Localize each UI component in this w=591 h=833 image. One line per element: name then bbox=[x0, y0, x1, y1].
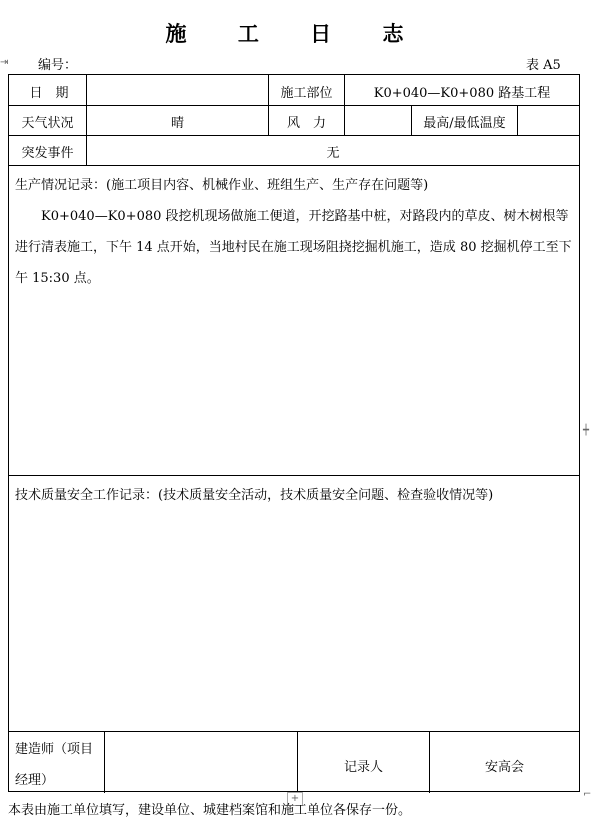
form-number: 表 A5 bbox=[526, 58, 561, 73]
wind-label: 风 力 bbox=[286, 116, 326, 131]
margin-cross-icon: ┿ bbox=[583, 425, 590, 436]
margin-corner-icon: ⌐ bbox=[583, 789, 591, 800]
margin-arrow-icon: ⇥ bbox=[0, 57, 9, 68]
date-label: 日 期 bbox=[29, 86, 69, 101]
number-label: 编号： bbox=[38, 58, 78, 73]
temperature-label: 最高/最低温度 bbox=[423, 116, 506, 131]
incident-value: 无 bbox=[326, 146, 340, 161]
technical-record-heading: 技术质量安全工作记录：(技术质量安全活动，技术质量安全问题、检查验收情况等) bbox=[15, 488, 494, 503]
recorder-value: 安高会 bbox=[484, 760, 524, 775]
builder-label: 建造师（项目经理） bbox=[15, 742, 94, 788]
table-move-handle[interactable]: + bbox=[287, 792, 303, 806]
weather-value: 晴 bbox=[170, 116, 184, 131]
recorder-label: 记录人 bbox=[343, 760, 383, 775]
incident-label: 突发事件 bbox=[21, 146, 74, 161]
construction-log-table bbox=[8, 74, 580, 792]
footer-note: 本表由施工单位填写，建设单位、城建档案馆和施工单位各保存一份。 bbox=[8, 803, 412, 818]
location-label: 施工部位 bbox=[280, 86, 333, 101]
location-value: K0+040—K0+080 路基工程 bbox=[373, 86, 551, 101]
production-record-body: K0+040—K0+080 段挖机现场做施工便道，开挖路基中桩，对路段内的草皮、树木树根等进行清表施工，下午 14 点开始，当地村民在施工现场阻挠挖掘机施工，造成 80 挖掘机停工至下午 15:30 点。 bbox=[15, 209, 572, 286]
weather-label: 天气状况 bbox=[21, 116, 74, 131]
production-record-heading: 生产情况记录：(施工项目内容、机械作业、班组生产、生产存在问题等) bbox=[15, 178, 429, 193]
page-title: 施 工 日 志 bbox=[165, 21, 426, 46]
